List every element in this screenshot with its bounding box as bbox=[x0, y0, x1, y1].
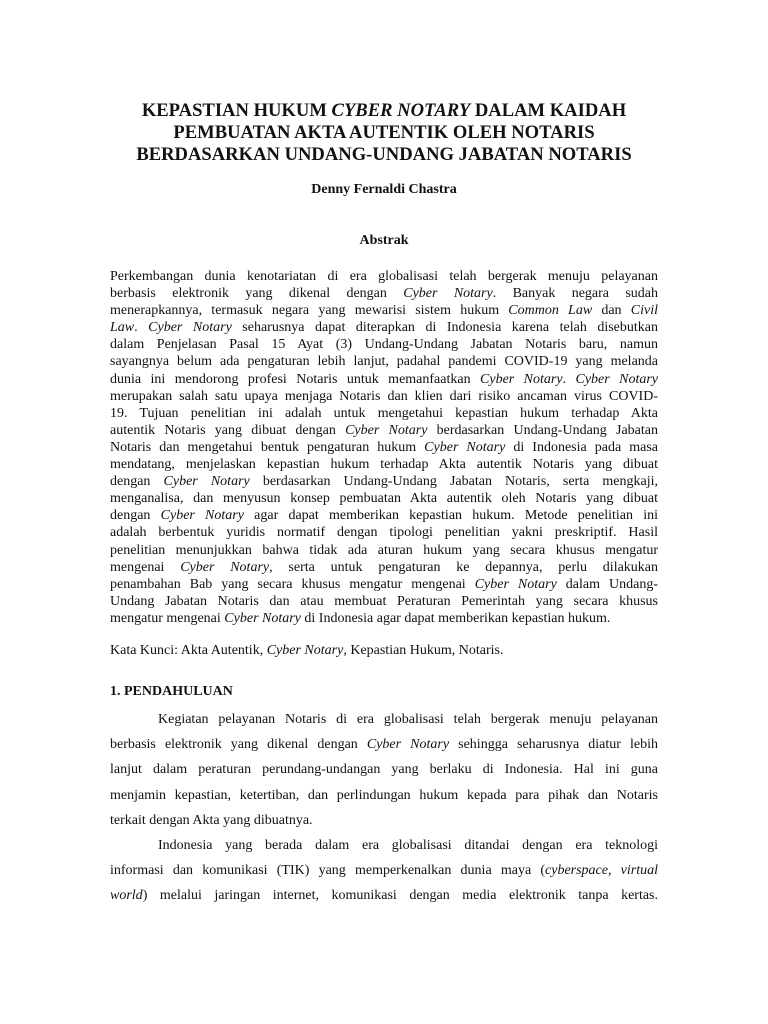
italic-term: Cyber Notary bbox=[575, 371, 659, 387]
text-run: penelitian menunjukkan bahwa tidak ada aturan hukum yang secara khusus mengatur bbox=[110, 542, 658, 558]
body-line bbox=[110, 858, 658, 883]
abstract-line bbox=[110, 285, 658, 302]
italic-term: Cyber Notary bbox=[403, 286, 493, 302]
text-run: informasi dan komunikasi (TIK) yang memperkenalkan dunia maya ( bbox=[110, 863, 546, 879]
keywords-line bbox=[110, 642, 658, 660]
body-line bbox=[110, 757, 658, 782]
italic-term: Law bbox=[110, 320, 135, 336]
italic-term: Cyber Notary bbox=[474, 576, 557, 592]
body-line bbox=[110, 732, 658, 757]
italic-term: Cyber Notary bbox=[180, 559, 270, 575]
text-run: dalam Undang- bbox=[556, 576, 658, 592]
body-line bbox=[110, 808, 658, 833]
title-line-1: KEPASTIAN HUKUM CYBER NOTARY DALAM KAIDAH bbox=[141, 100, 627, 121]
abstract-line bbox=[110, 336, 658, 353]
text-run: menerapkannya, termasuk negara yang mewarisi sistem hukum bbox=[110, 303, 509, 319]
italic-term: virtual bbox=[620, 863, 659, 879]
text-run: dengan bbox=[110, 508, 161, 524]
text-run: 19. Tujuan penelitian ini adalah untuk mengetahui kepastian hukum terhadap Akta bbox=[110, 405, 658, 421]
text-run: mendatang, menjelaskan kepastian hukum terhadap Akta autentik Notaris yang dibuat bbox=[110, 457, 658, 473]
abstract-line bbox=[110, 405, 658, 422]
text-run: menganalisa, dan menyusun konsep pembuatan Akta autentik oleh Notaris yang dibuat bbox=[110, 491, 658, 507]
text-run: dengan bbox=[110, 474, 164, 490]
text-run: mengatur mengenai bbox=[110, 610, 225, 626]
paper-title bbox=[110, 100, 658, 166]
text-run: adalah berbentuk yuridis normatif dengan tipologi penelitian yakni preskriptif. Hasil bbox=[110, 525, 658, 541]
abstract-line bbox=[110, 456, 658, 473]
text-run: Undang Jabatan Notaris dan atau membuat Peraturan Pemerintah yang secara khusus bbox=[110, 593, 658, 609]
text-run: ) melalui jaringan internet, komunikasi dengan media elektronik tanpa kertas. bbox=[142, 888, 658, 904]
italic-term: Cyber Notary bbox=[480, 371, 563, 387]
text-run: seharusnya dapat diterapkan di Indonesia karena telah disebutkan bbox=[231, 320, 659, 336]
title-line-3: BERDASARKAN UNDANG-UNDANG JABATAN NOTARIS bbox=[136, 144, 632, 165]
text-run: mengenai bbox=[110, 559, 181, 575]
text-run: autentik Notaris yang dibuat dengan bbox=[110, 422, 346, 438]
text-run: Indonesia yang berada dalam era globalisasi ditandai dengan era teknologi bbox=[158, 837, 658, 853]
text-run: berbasis elektronik yang dikenal dengan bbox=[110, 286, 404, 302]
text-run: , serta untuk pengaturan ke depannya, perlu dilakukan bbox=[269, 559, 659, 575]
abstract-line bbox=[110, 473, 658, 490]
text-run: Kata Kunci: Akta Autentik, bbox=[110, 643, 267, 658]
text-run: sehingga seharusnya diatur lebih bbox=[449, 737, 658, 753]
abstract-body bbox=[110, 268, 658, 627]
abstract-line bbox=[110, 268, 658, 285]
abstract-heading: Abstrak bbox=[359, 233, 409, 248]
italic-term: Civil bbox=[630, 303, 658, 319]
italic-term: Cyber Notary bbox=[160, 508, 244, 524]
abstract-line bbox=[110, 576, 658, 593]
title-italic-term: CYBER NOTARY bbox=[331, 100, 471, 121]
section-heading: 1. PENDAHULUAN bbox=[110, 684, 233, 699]
text-run: lanjut dalam peraturan perundang-undangan yang berlaku di Indonesia. Hal ini guna bbox=[110, 762, 658, 778]
abstract-line bbox=[110, 610, 658, 627]
text-run: Notaris dan mengetahui bentuk pengaturan hukum bbox=[110, 439, 425, 455]
text-run: , Kepastian Hukum, Notaris. bbox=[343, 643, 504, 658]
body-line bbox=[110, 833, 658, 858]
text-run: berdasarkan Undang-Undang Jabatan bbox=[427, 422, 658, 438]
text-run: Kegiatan pelayanan Notaris di era globalisasi telah bergerak menuju pelayanan bbox=[158, 712, 658, 727]
abstract-line bbox=[110, 542, 658, 559]
abstract-line bbox=[110, 302, 658, 319]
abstract-line bbox=[110, 422, 658, 439]
text-run: berdasarkan Undang-Undang Jabatan Notaris, serta mengkaji, bbox=[249, 474, 658, 490]
italic-term: Cyber Notary bbox=[163, 474, 250, 490]
italic-term: world bbox=[110, 888, 143, 904]
italic-term: cyberspace bbox=[545, 863, 608, 879]
text-run: . bbox=[134, 320, 149, 336]
text-run: dan bbox=[592, 303, 631, 319]
abstract-line bbox=[110, 490, 658, 507]
body-line bbox=[110, 707, 658, 732]
text-run: penambahan Bab yang secara khusus mengatur mengenai bbox=[110, 576, 475, 592]
italic-term: Cyber Notary bbox=[224, 610, 301, 626]
text-run: berbasis elektronik yang dikenal dengan bbox=[110, 737, 367, 753]
abstract-line bbox=[110, 388, 658, 405]
text-run: dunia ini mendorong profesi Notaris untuk memanfaatkan bbox=[110, 371, 481, 387]
text-run: . bbox=[562, 371, 576, 387]
text-run: merupakan salah satu upaya menjaga Notaris dan klien dari risiko ancaman virus COVID- bbox=[110, 388, 658, 404]
text-run: terkait dengan Akta yang dibuatnya. bbox=[110, 812, 313, 828]
text-run: di Indonesia agar dapat memberikan kepastian hukum. bbox=[300, 610, 611, 626]
abstract-line bbox=[110, 593, 658, 610]
author-name: Denny Fernaldi Chastra bbox=[311, 182, 457, 197]
italic-term: Cyber Notary bbox=[148, 320, 232, 336]
italic-term: Cyber Notary bbox=[424, 439, 506, 455]
text-run: , bbox=[607, 863, 621, 879]
abstract-line bbox=[110, 371, 658, 388]
body-line bbox=[110, 783, 658, 808]
abstract-line bbox=[110, 353, 658, 370]
title-line-2: PEMBUATAN AKTA AUTENTIK OLEH NOTARIS bbox=[173, 122, 595, 143]
abstract-line bbox=[110, 524, 658, 541]
text-run: dalam Penjelasan Pasal 15 Ayat (3) Undang-Undang Jabatan Notaris baru, namun bbox=[110, 337, 658, 353]
body-line bbox=[110, 883, 658, 908]
abstract-line bbox=[110, 319, 658, 336]
text-run: menjamin kepastian, ketertiban, dan perlindungan hukum kepada para pihak dan Notaris bbox=[110, 787, 658, 803]
section-body bbox=[110, 707, 658, 909]
text-run: sayangnya belum ada pengaturan lebih lanjut, padahal pandemi COVID-19 yang melanda bbox=[110, 354, 658, 370]
text-run: . Banyak negara sudah bbox=[492, 286, 659, 302]
italic-term: Cyber Notary bbox=[345, 422, 428, 438]
text-run: agar dapat memberikan kepastian hukum. Metode penelitian ini bbox=[243, 508, 658, 524]
italic-term: Common Law bbox=[508, 303, 593, 319]
italic-term: Cyber Notary bbox=[266, 643, 344, 658]
italic-term: Cyber Notary bbox=[366, 737, 450, 753]
abstract-line bbox=[110, 559, 658, 576]
text-run: Perkembangan dunia kenotariatan di era globalisasi telah bergerak menuju pelayanan bbox=[110, 269, 658, 284]
abstract-line bbox=[110, 439, 658, 456]
text-run: di Indonesia pada masa bbox=[505, 439, 658, 455]
abstract-line bbox=[110, 507, 658, 524]
